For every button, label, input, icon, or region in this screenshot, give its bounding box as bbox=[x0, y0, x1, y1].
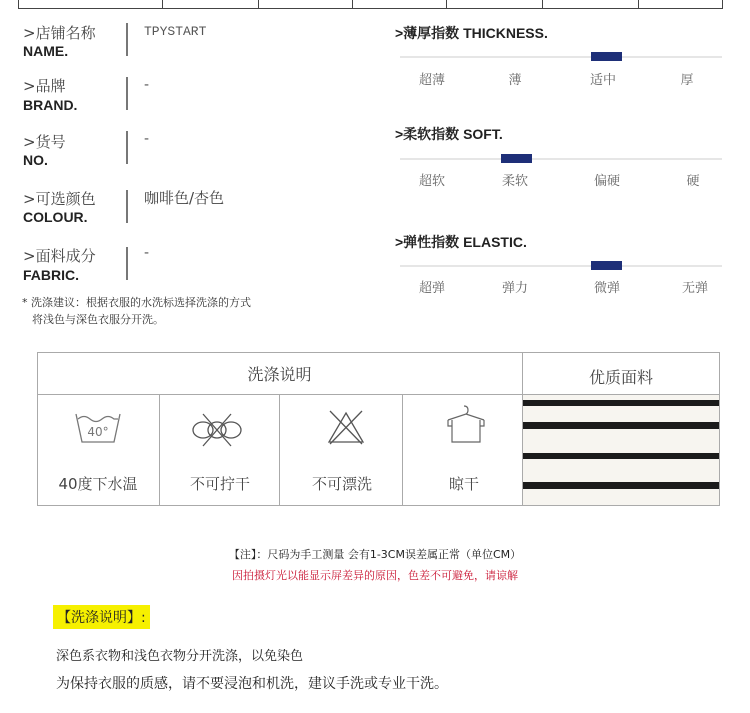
wash-instruction-line: 深色系衣物和浅色衣物分开洗涤，以免染色 bbox=[56, 649, 304, 664]
fabric-stripe bbox=[523, 482, 719, 489]
spec-divider bbox=[126, 247, 128, 280]
no-bleach-icon bbox=[326, 408, 366, 446]
index-scale-line bbox=[400, 158, 722, 160]
index-marker bbox=[501, 154, 532, 163]
care-label: 不可漂洗 bbox=[311, 475, 372, 493]
wash-instructions-tag: 【洗涤说明】: bbox=[53, 605, 150, 629]
color-warning: 因拍摄灯光以能显示屏差异的原因，色差不可避免，请谅解 bbox=[232, 569, 518, 582]
index-title-thickness: >薄厚指数 THICKNESS. bbox=[395, 25, 548, 41]
wash-temp-text: 40° bbox=[87, 425, 109, 439]
index-marker bbox=[591, 52, 622, 61]
care-table-header-wash: 洗涤说明 bbox=[247, 365, 312, 384]
index-label: 偏硬 bbox=[593, 174, 620, 189]
index-label: 薄 bbox=[508, 73, 522, 88]
index-label: 硬 bbox=[686, 174, 700, 189]
index-label: 超弹 bbox=[418, 281, 445, 296]
wash-note-line: * 洗涤建议：根据衣服的水洗标选择洗涤的方式 bbox=[22, 296, 251, 309]
top-table-border bbox=[18, 8, 723, 9]
index-title-elastic: >弹性指数 ELASTIC. bbox=[395, 234, 527, 250]
measurement-note: 【注】：尺码为手工测量 会有1-3CM误差属正常（单位CM） bbox=[228, 548, 522, 561]
spec-label-cn: >面料成分 bbox=[23, 247, 96, 265]
fabric-stripe bbox=[523, 400, 719, 406]
top-table-divider bbox=[446, 0, 447, 9]
spec-divider bbox=[126, 131, 128, 164]
wash-instruction-line: 为保持衣服的质感，请不要浸泡和机洗，建议手洗或专业干洗。 bbox=[56, 676, 448, 692]
index-label: 超薄 bbox=[418, 73, 445, 88]
index-scale-line bbox=[400, 56, 722, 58]
spec-value-no: - bbox=[144, 131, 150, 147]
spec-label-cn: >店铺名称 bbox=[23, 24, 96, 42]
spec-label-en: FABRIC. bbox=[23, 267, 79, 283]
spec-label-en: COLOUR. bbox=[23, 209, 88, 225]
spec-label-en: NO. bbox=[23, 152, 48, 168]
care-label: 不可拧干 bbox=[189, 475, 250, 493]
care-table-header-fabric: 优质面料 bbox=[588, 368, 653, 387]
top-table-divider bbox=[542, 0, 543, 9]
index-marker bbox=[591, 261, 622, 270]
spec-value-colour: 咖啡色/杏色 bbox=[144, 189, 225, 207]
spec-label-cn: >货号 bbox=[23, 133, 66, 151]
spec-label-cn: >品牌 bbox=[23, 77, 66, 95]
top-table-divider bbox=[258, 0, 259, 9]
spec-divider bbox=[126, 190, 128, 223]
spec-value-fabric: - bbox=[144, 245, 150, 261]
spec-value-name: TPYSTART bbox=[144, 24, 207, 39]
index-label: 无弹 bbox=[681, 281, 708, 296]
fabric-stripe bbox=[523, 422, 719, 429]
index-label: 厚 bbox=[680, 73, 694, 88]
index-label: 微弹 bbox=[593, 281, 620, 296]
no-wring-icon bbox=[190, 410, 244, 448]
top-table-divider bbox=[638, 0, 639, 9]
care-label: 40度下水温 bbox=[58, 475, 138, 493]
index-scale-line bbox=[400, 265, 722, 267]
hang-dry-icon bbox=[445, 404, 487, 446]
spec-label-en: NAME. bbox=[23, 43, 69, 59]
top-table-divider bbox=[352, 0, 353, 9]
index-label: 超软 bbox=[418, 174, 445, 189]
top-table-divider bbox=[18, 0, 19, 9]
index-label: 柔软 bbox=[501, 174, 528, 189]
index-label: 弹力 bbox=[501, 281, 528, 296]
spec-divider bbox=[126, 23, 128, 56]
index-title-soft: >柔软指数 SOFT. bbox=[395, 126, 503, 142]
fabric-stripe bbox=[523, 453, 719, 459]
wash-note-line: 将浅色与深色衣服分开洗。 bbox=[32, 313, 164, 326]
top-table-divider bbox=[162, 0, 163, 9]
wash-40-icon bbox=[73, 410, 123, 446]
spec-label-cn: >可选颜色 bbox=[23, 190, 96, 208]
top-table-divider bbox=[722, 0, 723, 9]
spec-label-en: BRAND. bbox=[23, 97, 78, 113]
care-label: 晾干 bbox=[448, 475, 479, 493]
index-label: 适中 bbox=[589, 73, 616, 88]
spec-divider bbox=[126, 77, 128, 110]
spec-value-brand: - bbox=[144, 77, 150, 93]
